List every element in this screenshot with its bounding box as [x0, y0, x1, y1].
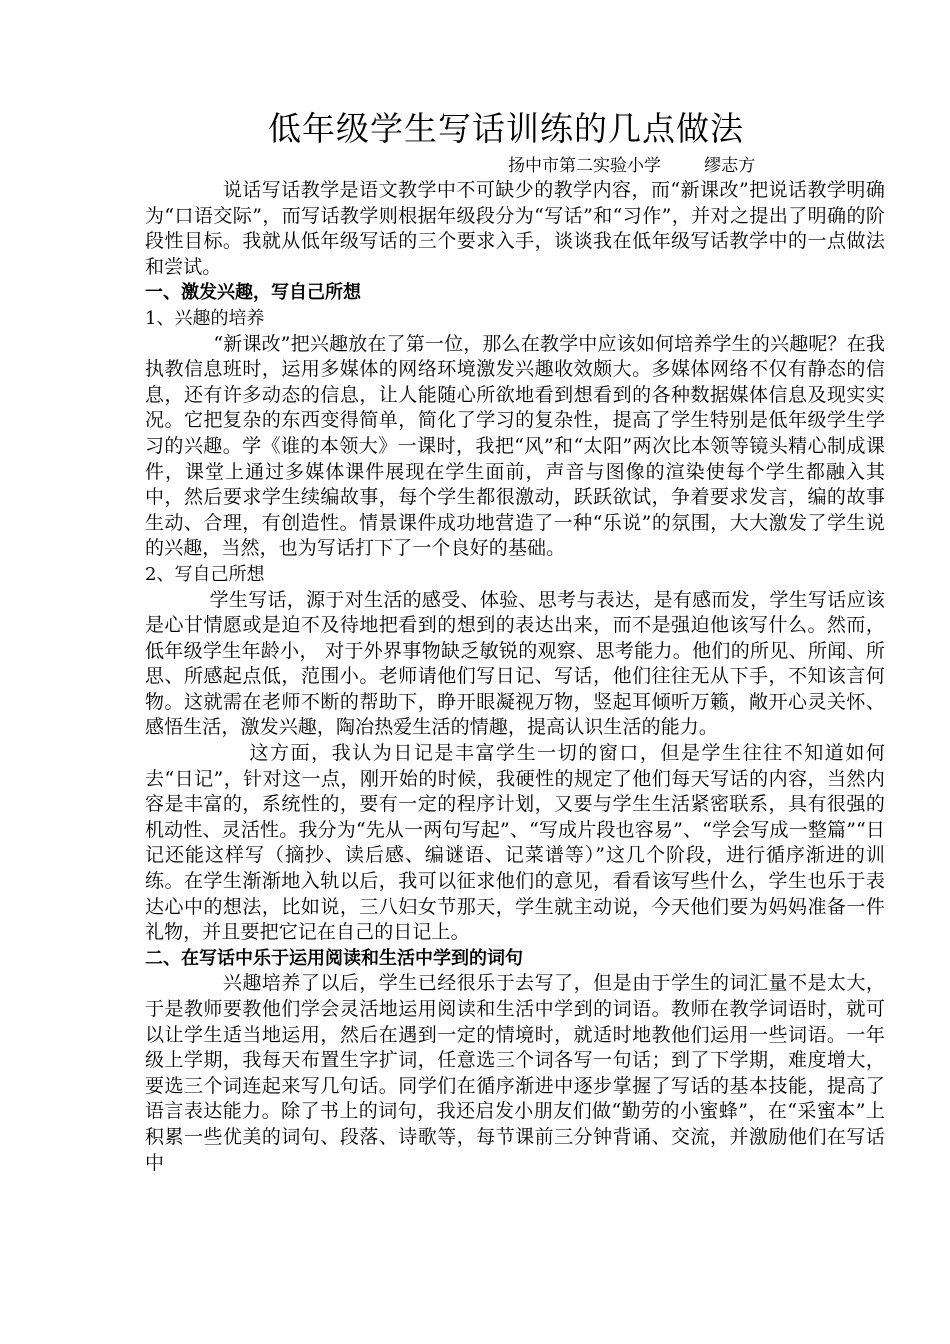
paragraph-1-2-1: 学生写话，源于对生活的感受、体验、思考与表达，是有感而发，学生写话应该是心甘情愿或是迫不及待地把看到的想到的表达出来，而不是强迫他该写什么。然而，低年级学生年龄小， 对于外界事物缺乏敏锐的观察、思考能力。他们的所见、所闻、所思、所感起点低，范围小。老师请他们写日记、写话，他们往往无从下手，不知该言何物。这就需在老师不断的帮助下，睁开眼凝视万物，竖起耳倾听万籁，敞开心灵关怀、感悟生活，激发兴趣，陶冶热爱生活的情趣，提高认识生活的能力。 — [145, 588, 885, 739]
document-title: 低年级学生写话训练的几点做法 — [268, 109, 744, 148]
subsection-heading-1-1: 1、兴趣的培养 — [145, 307, 265, 329]
paragraph-1-1-1: “新课改”把兴趣放在了第一位，那么在教学中应该如何培养学生的兴趣呢？在我执教信息班时，运用多媒体的网络环境激发兴趣收效颇大。多媒体网络不仅有静态的信息，还有许多动态的信息，让人能随心所欲地看到想看到的各种数据媒体信息及现实实况。它把复杂的东西变得简单，简化了学习的复杂性，提高了学生特别是低年级学生学习的兴趣。学《谁的本领大》一课时，我把“风”和“太阳”两次比本领等镜头精心制成课件，课堂上通过多媒体课件展现在学生面前，声音与图像的渲染使每个学生都融入其中，然后要求学生续编故事，每个学生都很激动，跃跃欲试，争着要求发言，编的故事生动、合理，有创造性。情景课件成功地营造了一种“乐说”的氛围，大大激发了学生说的兴趣，当然，也为写话打下了一个良好的基础。 — [145, 332, 885, 560]
document-author: 扬中市第二实验小学 缪志方 — [508, 156, 756, 176]
intro-paragraph: 说话写话教学是语文教学中不可缺少的教学内容，而“新课改”把说话教学明确为“口语交际”，而写话教学则根据年级段分为“写话”和“习作”，并对之提出了明确的阶段性目标。我就从低年级写话的三个要求入手，谈谈我在低年级写话教学中的一点做法和尝试。 — [145, 179, 885, 278]
section-heading-2: 二、在写话中乐于运用阅读和生活中学到的词句 — [145, 947, 523, 969]
section-heading-1: 一、激发兴趣，写自己所想 — [145, 282, 361, 304]
subsection-heading-1-2: 2、写自己所想 — [145, 563, 265, 585]
document-body — [145, 178, 885, 1176]
paragraph-2-1: 兴趣培养了以后，学生已经很乐于去写了，但是由于学生的词汇量不是太大，于是教师要教他们学会灵活地运用阅读和生活中学到的词语。教师在教学词语时，就可以让学生适当地运用，然后在遇到一定的情境时，就适时地教他们运用一些词语。一年级上学期，我每天布置生字扩词，任意选三个词各写一句话；到了下学期，难度增大，要选三个词连起来写几句话。同学们在循序渐进中逐步掌握了写话的基本技能，提高了语言表达能力。除了书上的词句，我还启发小朋友们做“勤劳的小蜜蜂”，在“采蜜本”上积累一些优美的词句、段落、诗歌等，每节课前三分钟背诵、交流，并激励他们在写话中 — [145, 972, 885, 1174]
paragraph-1-2-2: 这方面，我认为日记是丰富学生一切的窗口，但是学生往往不知道如何去“日记”，针对这一点，刚开始的时候，我硬性的规定了他们每天写话的内容，当然内容是丰富的，系统性的，要有一定的程序计划，又要与学生生活紧密联系，具有很强的机动性、灵活性。我分为“先从一两句写起”、“写成片段也容易”、“学会写成一整篇”“日记还能这样写（摘抄、读后感、编谜语、记菜谱等）”这几个阶段，进行循序渐进的训练。在学生渐渐地入轨以后，我可以征求他们的意见，看看该写些什么，学生也乐于表达心中的想法，比如说，三八妇女节那天，学生就主动说，今天他们要为妈妈准备一件礼物，并且要把它记在自己的日记上。 — [145, 742, 885, 944]
